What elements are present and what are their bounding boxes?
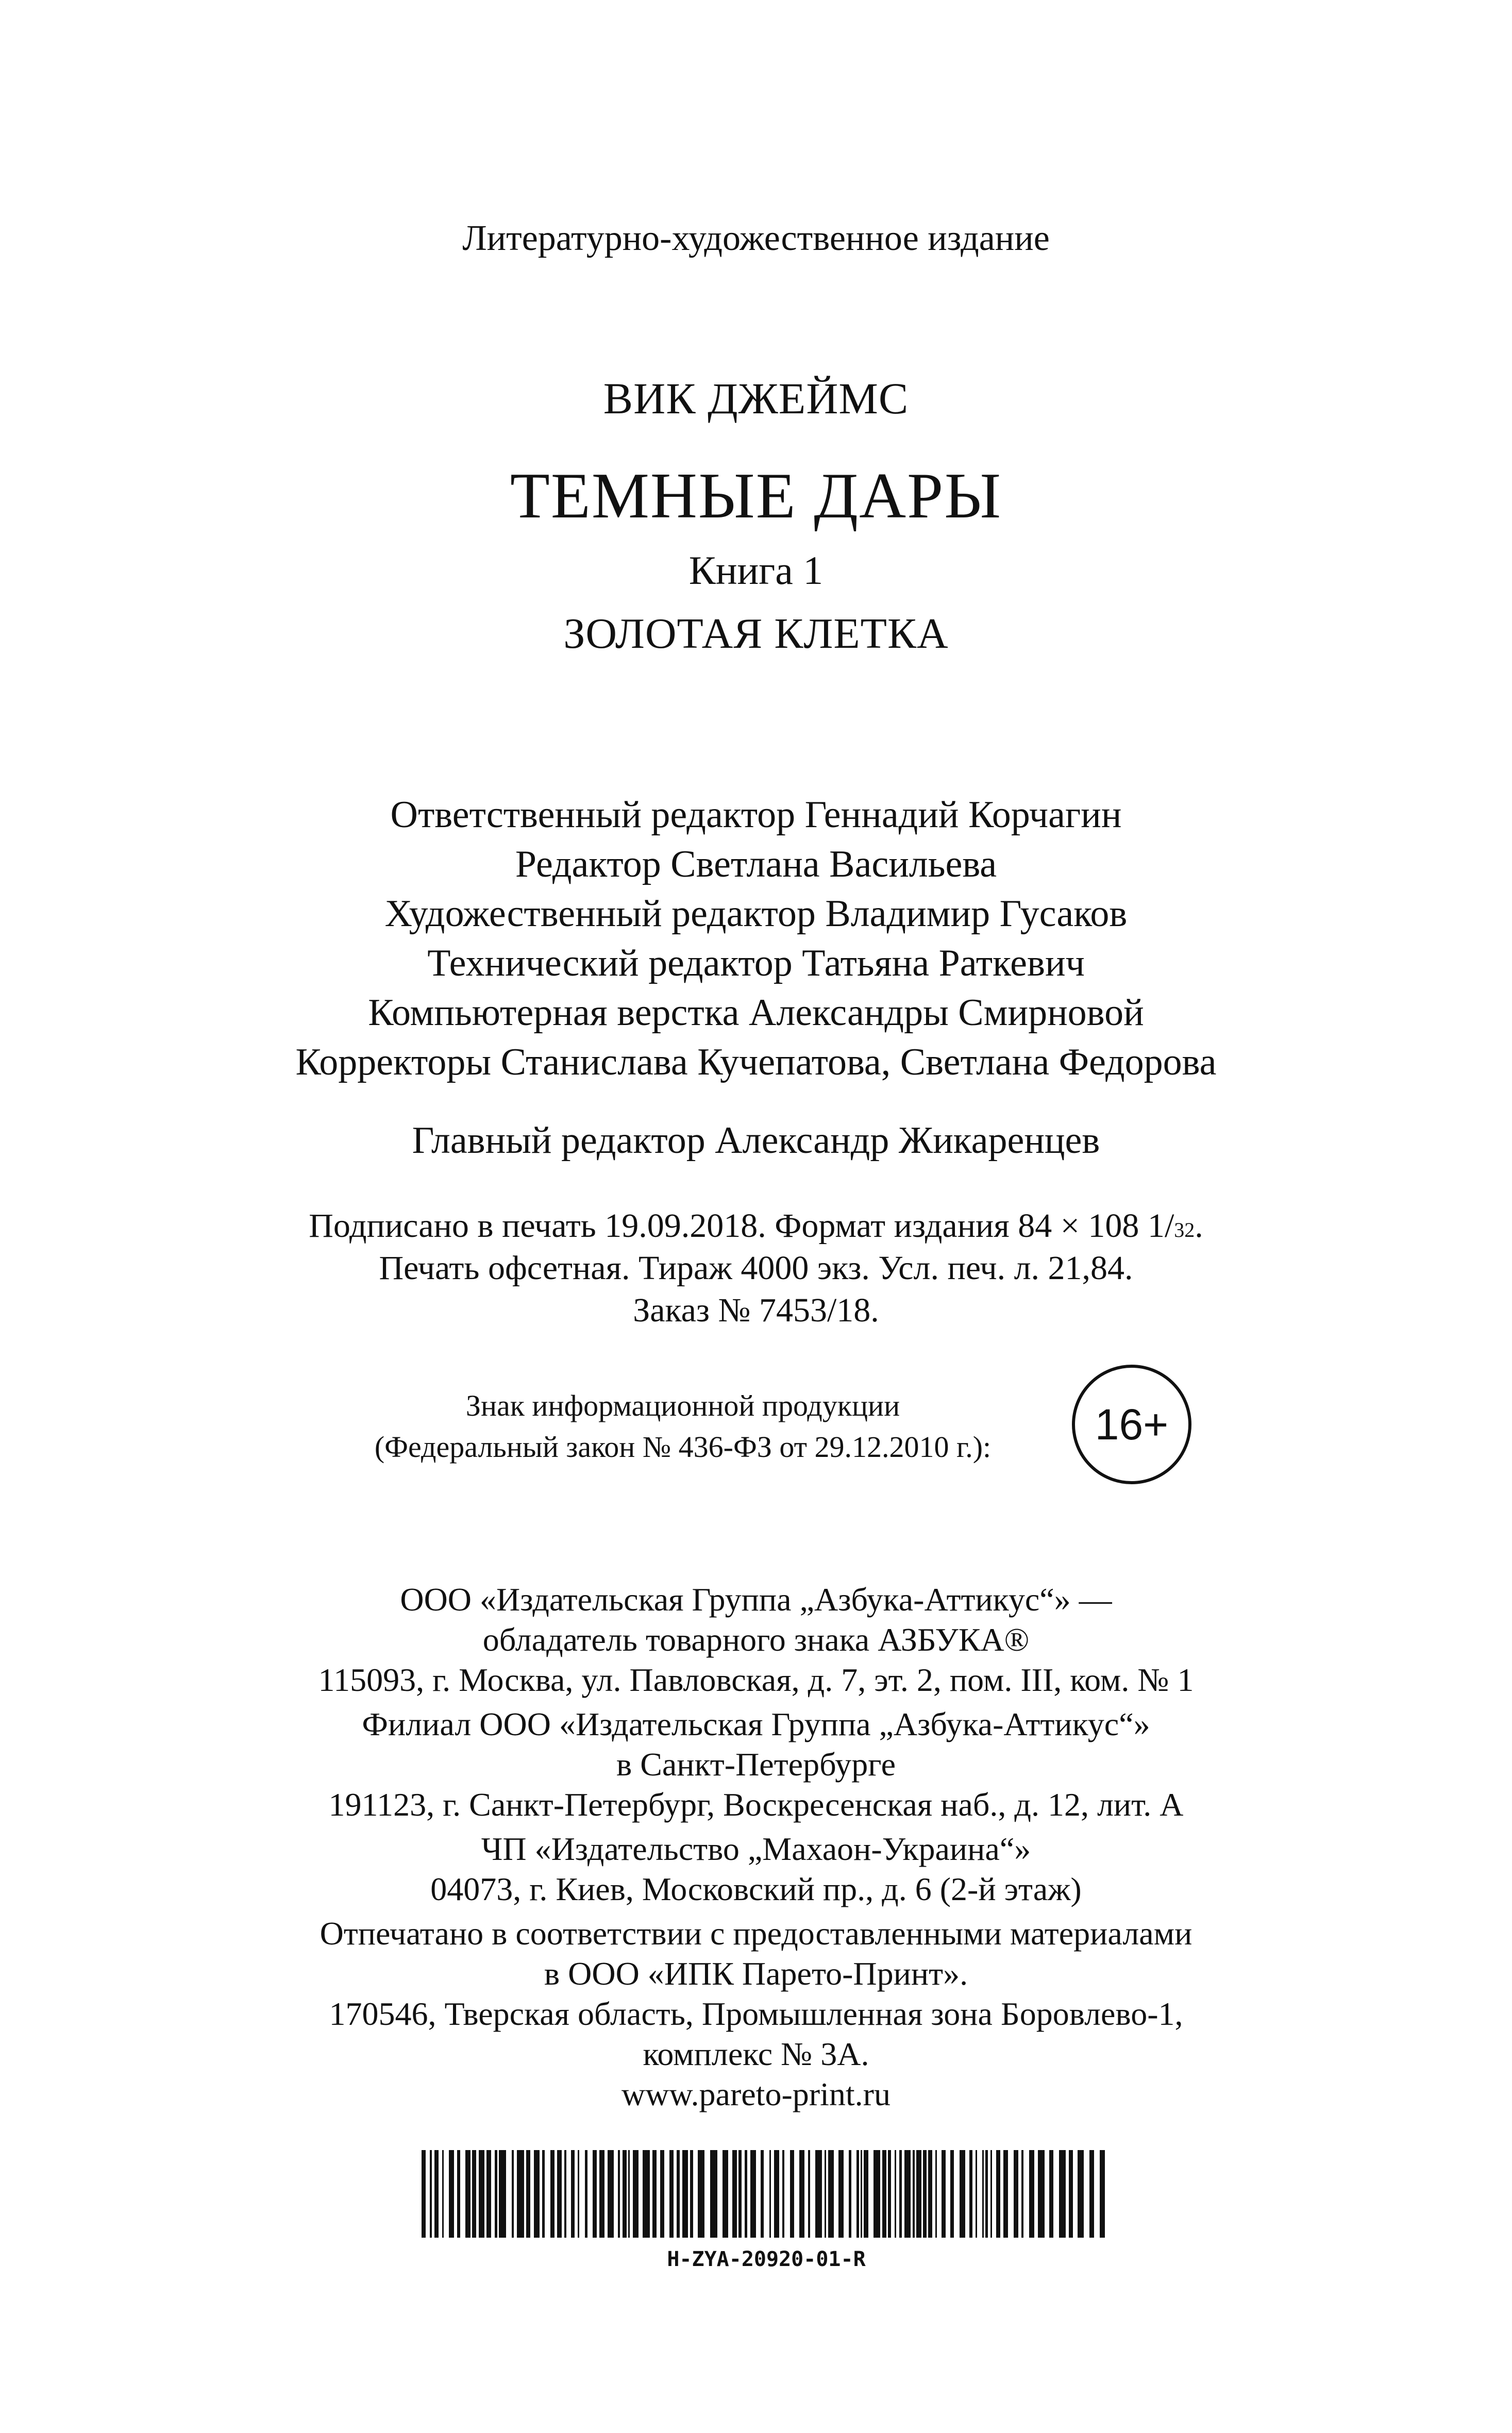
barcode-bar: [982, 2150, 984, 2238]
barcode-bar: [669, 2150, 674, 2238]
barcode-bar: [698, 2150, 704, 2238]
barcode-bar: [990, 2150, 992, 2238]
barcode-bar: [430, 2150, 432, 2238]
barcode-bar: [479, 2150, 484, 2238]
chief-editor: Главный редактор Александр Жикаренцев: [412, 1119, 1100, 1162]
book-subtitle: ЗОЛОТАЯ КЛЕТКА: [563, 610, 949, 658]
credit-line: Технический редактор Татьяна Раткевич: [427, 942, 1085, 984]
barcode-bar: [849, 2150, 851, 2238]
barcode-bar: [732, 2150, 737, 2238]
publisher-line: в Санкт-Петербурге: [616, 1746, 896, 1783]
fraction-slash: /: [1164, 1207, 1174, 1245]
barcode-bar: [422, 2150, 426, 2238]
barcode-bar: [1100, 2150, 1105, 2238]
barcode-bar: [599, 2150, 604, 2238]
barcode-bar: [618, 2150, 620, 2238]
barcode-bar: [571, 2150, 575, 2238]
barcode-bar: [861, 2150, 862, 2238]
book-number: Книга 1: [688, 548, 824, 593]
barcode-bar: [517, 2150, 524, 2238]
barcode-bar: [888, 2150, 891, 2238]
barcode-bar: [769, 2150, 771, 2238]
barcode-bar: [486, 2150, 491, 2238]
print-info-line-2: Печать офсетная. Тираж 4000 экз. Усл. печ. л. 21,84.: [379, 1249, 1133, 1287]
barcode-bar: [542, 2150, 545, 2238]
barcode-bar: [782, 2150, 784, 2238]
credit-line: Компьютерная верстка Александры Смирновой: [368, 992, 1144, 1034]
barcode-bar: [1069, 2150, 1073, 2238]
barcode-bar: [950, 2150, 954, 2238]
barcode-bar: [1078, 2150, 1084, 2238]
credit-line: Ответственный редактор Геннадий Корчагин: [390, 794, 1122, 836]
barcode-bar: [652, 2150, 657, 2238]
barcode-bar: [1049, 2150, 1053, 2238]
barcode-bar: [996, 2150, 1000, 2238]
barcode-bar: [916, 2150, 921, 2238]
barcode-bar: [643, 2150, 650, 2238]
barcode-bar: [745, 2150, 747, 2238]
barcode-bar: [808, 2150, 810, 2238]
format-fraction-numerator: 1: [1147, 1207, 1165, 1245]
barcode-bar: [495, 2150, 497, 2238]
barcode-bar: [828, 2150, 834, 2238]
barcode-bar: [623, 2150, 627, 2238]
order-number: Заказ № 7453/18.: [633, 1291, 879, 1329]
barcode-bar: [578, 2150, 579, 2238]
publisher-line: Отпечатано в соответствии с предоставленными материалами: [320, 1915, 1192, 1952]
format-fraction-denominator: 32: [1174, 1218, 1195, 1241]
barcode-bar: [1003, 2150, 1008, 2238]
barcode-bar: [882, 2150, 886, 2238]
barcode-bar: [913, 2150, 915, 2238]
barcode-bar: [449, 2150, 454, 2238]
barcode-bar: [564, 2150, 566, 2238]
barcode-bar: [628, 2150, 630, 2238]
barcode-bar: [761, 2150, 764, 2238]
barcode-bar: [815, 2150, 822, 2238]
barcode-bar: [682, 2150, 688, 2238]
barcode-bar: [774, 2150, 779, 2238]
age-rating-label-line-2: (Федеральный закон № 436-ФЗ от 29.12.2010 г.):: [374, 1430, 992, 1464]
barcode-bar: [710, 2150, 717, 2238]
publisher-website: www.pareto-print.ru: [621, 2076, 891, 2112]
print-info-text: Подписано в печать 19.09.2018. Формат издания 84 × 108: [309, 1207, 1139, 1245]
barcode-bar: [856, 2150, 859, 2238]
publisher-line: 191123, г. Санкт-Петербург, Воскресенская наб., д. 12, лит. А: [328, 1786, 1184, 1823]
barcode-bar: [434, 2150, 439, 2238]
publisher-line: 04073, г. Киев, Московский пр., д. 6 (2-й этаж): [430, 1871, 1082, 1907]
publisher-line: комплекс № 3А.: [643, 2036, 869, 2072]
publisher-line: ЧП «Издательство „Махаон-Украина“»: [481, 1831, 1031, 1867]
barcode-bar: [750, 2150, 756, 2238]
barcode-bar: [723, 2150, 728, 2238]
barcode-bar: [873, 2150, 880, 2238]
barcode-bar: [1089, 2150, 1094, 2238]
print-info-end: .: [1195, 1207, 1203, 1245]
barcode-bar: [585, 2150, 587, 2238]
barcode-bar: [1021, 2150, 1023, 2238]
barcode-bar: [690, 2150, 693, 2238]
publisher-line: 115093, г. Москва, ул. Павловская, д. 7, эт. 2, пом. III, ком. № 1: [318, 1662, 1194, 1698]
barcode-bar: [442, 2150, 444, 2238]
barcode-bar: [472, 2150, 476, 2238]
age-rating-label: [340, 1385, 1026, 1468]
barcode-bar: [960, 2150, 965, 2238]
publisher-line: 170546, Тверская область, Промышленная зона Боровлево-1,: [329, 1995, 1183, 2032]
barcode-bar: [1014, 2150, 1018, 2238]
barcode-bar: [738, 2150, 742, 2238]
barcode-bar: [799, 2150, 804, 2238]
barcode-bar: [976, 2150, 977, 2238]
barcode-bar: [904, 2150, 911, 2238]
barcode-bar: [660, 2150, 664, 2238]
barcode-bar: [465, 2150, 471, 2238]
barcode-bar: [935, 2150, 937, 2238]
barcode: [422, 2150, 1111, 2238]
barcode-bar: [1038, 2150, 1045, 2238]
barcode-bar: [864, 2150, 868, 2238]
credit-line: Редактор Светлана Васильева: [515, 843, 997, 885]
barcode-bar: [526, 2150, 530, 2238]
barcode-bar: [825, 2150, 826, 2238]
barcode-bar: [633, 2150, 639, 2238]
barcode-bar: [895, 2150, 896, 2238]
credit-line: Художественный редактор Владимир Гусаков: [384, 893, 1128, 935]
barcode-bar: [969, 2150, 972, 2238]
barcode-bar: [534, 2150, 540, 2238]
barcode-bar: [899, 2150, 902, 2238]
publisher-line: Филиал ООО «Издательская Группа „Азбука-Аттикус“»: [362, 1706, 1150, 1742]
barcode-bar: [512, 2150, 514, 2238]
barcode-bar: [608, 2150, 614, 2238]
author-name: ВИК ДЖЕЙМС: [603, 374, 909, 423]
print-info-line-1: [0, 1209, 1512, 1243]
barcode-bar: [557, 2150, 562, 2238]
publisher-line: в ООО «ИПК Парето-Принт».: [544, 1955, 968, 1992]
barcode-bar: [457, 2150, 460, 2238]
barcode-bar: [1059, 2150, 1066, 2238]
barcode-bar: [928, 2150, 932, 2238]
barcode-bar: [985, 2150, 988, 2238]
barcode-bar: [790, 2150, 794, 2238]
age-rating-badge: 16+: [1072, 1365, 1191, 1484]
book-title: ТЕМНЫЕ ДАРЫ: [510, 460, 1002, 532]
barcode-bar: [923, 2150, 927, 2238]
barcode-bar: [677, 2150, 680, 2238]
barcode-bar: [1029, 2150, 1034, 2238]
barcode-bar: [838, 2150, 844, 2238]
age-rating-label-line-1: Знак информационной продукции: [465, 1389, 900, 1422]
barcode-bar: [593, 2150, 597, 2238]
barcode-bar: [942, 2150, 946, 2238]
barcode-text: H-ZYA-20920-01-R: [667, 2247, 866, 2271]
credit-line: Корректоры Станислава Кучепатова, Светлана Федорова: [295, 1041, 1217, 1083]
barcode-bar: [499, 2150, 506, 2238]
publisher-line: ООО «Издательская Группа „Азбука-Аттикус“» —: [400, 1581, 1112, 1618]
genre-label: Литературно-художественное издание: [462, 219, 1050, 258]
publisher-line: обладатель товарного знака АЗБУКА®: [482, 1621, 1030, 1658]
barcode-bar: [550, 2150, 555, 2238]
